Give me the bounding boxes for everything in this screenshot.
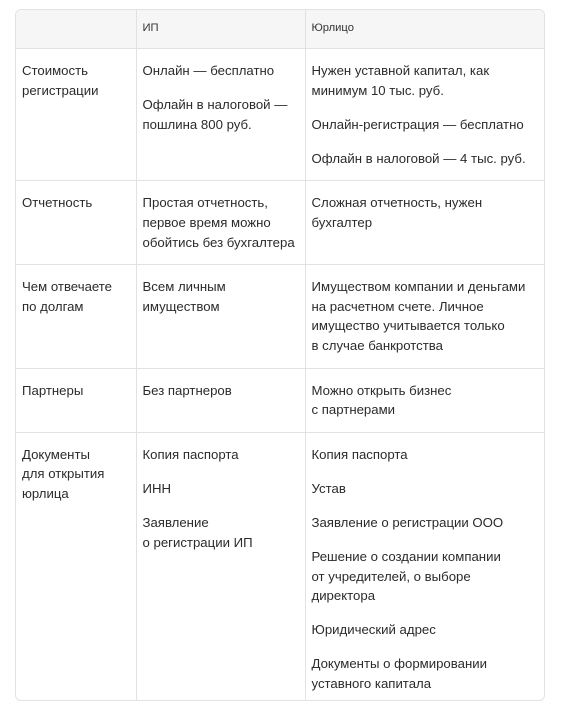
row-label-text: Чем отвечаете по долгам <box>22 279 113 314</box>
table-row <box>16 368 544 432</box>
legal-cell <box>305 432 544 701</box>
cell-paragraph: Офлайн в налоговой — 4 тыс. руб. <box>311 150 526 166</box>
table-row <box>16 432 544 701</box>
ip-cell <box>136 49 305 181</box>
cell-paragraph: Имуществом компании и деньгами на расчетном счете. Личное имущество учитывается только в случае банкротства <box>311 279 526 353</box>
cell-paragraph: Заявление о регистрации ИП <box>142 514 253 550</box>
row-label-text: Партнеры <box>22 382 84 398</box>
header-empty-cell <box>16 10 136 49</box>
table-row <box>16 181 544 265</box>
row-label <box>16 265 136 368</box>
legal-cell <box>305 49 544 181</box>
row-label <box>16 368 136 432</box>
legal-cell <box>305 265 544 368</box>
cell-paragraph: Офлайн в налоговой — пошлина 800 руб. <box>142 97 288 132</box>
ip-cell <box>136 432 305 701</box>
legal-cell <box>305 181 544 265</box>
cell-paragraph: Сложная отчетность, нужен бухгалтер <box>311 195 483 230</box>
cell-paragraph: Заявление о регистрации ООО <box>311 514 504 530</box>
cell-paragraph: Нужен уставной капитал, как минимум 10 тыс. руб. <box>311 63 490 98</box>
cell-paragraph: Юридический адрес <box>311 622 436 638</box>
cell-paragraph: ИНН <box>142 480 172 496</box>
header-legal-entity: Юрлицо <box>305 10 544 49</box>
cell-paragraph: Онлайн-регистрация — бесплатно <box>311 116 524 132</box>
cell-paragraph: Копия паспорта <box>311 446 408 462</box>
cell-paragraph: Копия паспорта <box>142 446 239 462</box>
cell-paragraph: Онлайн — бесплатно <box>142 63 275 78</box>
cell-paragraph: Можно открыть бизнес с партнерами <box>311 382 452 418</box>
row-label-text: Отчетность <box>22 195 93 211</box>
comparison-table-container <box>15 9 545 701</box>
row-label-text: Документы для открытия юрлица <box>22 446 105 501</box>
row-label <box>16 49 136 181</box>
table-header-row <box>16 10 544 49</box>
cell-paragraph: Устав <box>311 480 346 496</box>
header-ip: ИП <box>136 10 305 49</box>
cell-paragraph: Документы о формировании уставного капитала <box>311 656 487 691</box>
ip-cell <box>136 265 305 368</box>
comparison-table <box>16 10 544 701</box>
table-row <box>16 265 544 368</box>
ip-cell <box>136 368 305 432</box>
row-label <box>16 432 136 701</box>
row-label-text: Стоимость регистрации <box>22 63 99 98</box>
ip-cell <box>136 181 305 265</box>
cell-paragraph: Решение о создании компании от учредителей, о выборе директора <box>311 549 501 604</box>
row-label <box>16 181 136 265</box>
legal-cell <box>305 368 544 432</box>
cell-paragraph: Простая отчетность, первое время можно обойтись без бухгалтера <box>142 195 295 250</box>
cell-paragraph: Всем личным имуществом <box>142 279 226 314</box>
table-row <box>16 49 544 181</box>
cell-paragraph: Без партнеров <box>142 382 232 398</box>
